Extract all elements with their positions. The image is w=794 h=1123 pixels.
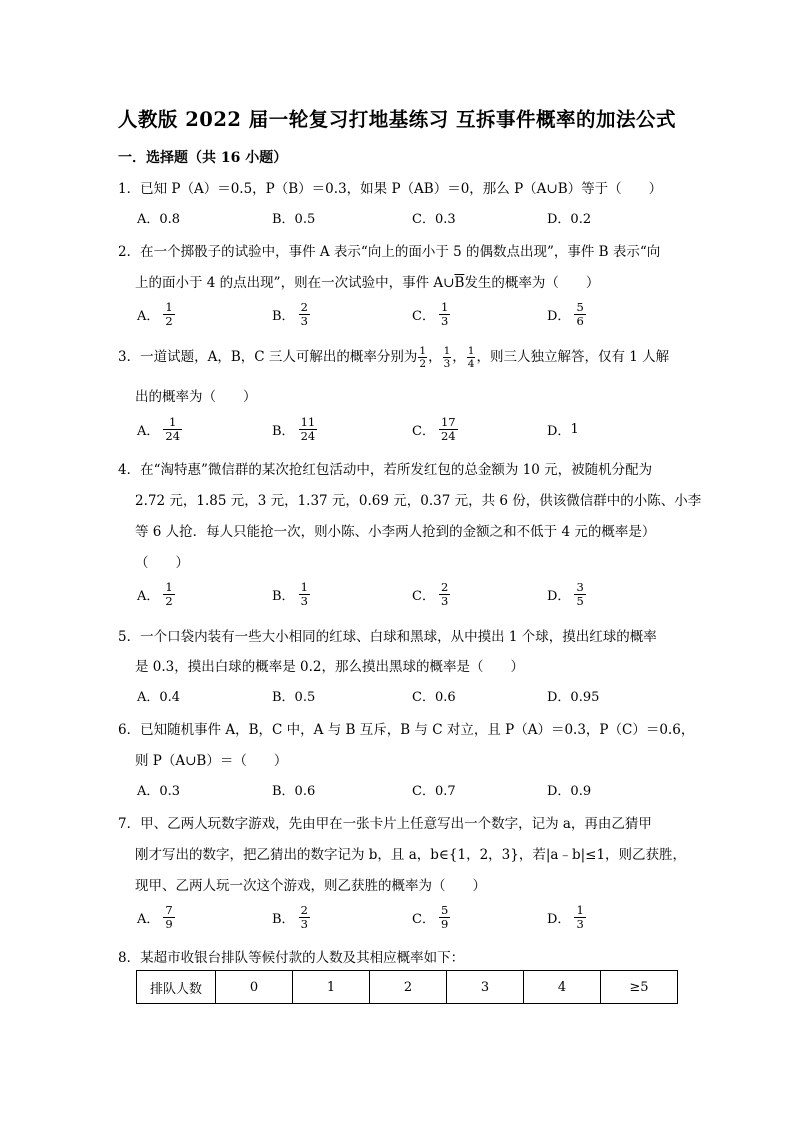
option-a: A．0.3 (137, 784, 181, 799)
section-heading: 一．选择题（共 16 小题） (118, 150, 288, 166)
option-d: D． $\frac{5}{6}$ (547, 299, 584, 328)
option-b: B．0.5 (272, 212, 316, 227)
option-d: D． $\frac{3}{5}$ (547, 579, 584, 608)
table-cell: 2 (370, 971, 447, 1004)
option-c: C．0.6 (412, 690, 456, 705)
question-4-stem-line-2: 2.72 元，1.85 元，3 元，1.37 元，0.69 元，0.37 元，共 6 份，供该微信群中的小陈、小李 (135, 493, 702, 509)
table-cell: 1 (293, 971, 370, 1004)
question-2-options (137, 296, 697, 332)
option-c: C．0.7 (412, 784, 456, 799)
option-c: C． $\frac{1}{3}$ (412, 299, 449, 328)
option-c: C． $\frac{2}{3}$ (412, 579, 449, 608)
question-2-stem-line-1: 2．在一个掷骰子的试验中，事件 A 表示“向上的面小于 5 的偶数点出现”，事件 B 表示“向 (118, 244, 661, 260)
option-b: B．0.6 (272, 784, 316, 799)
option-d: D．0.9 (547, 784, 592, 799)
complement-b: $\overline{B}$ (454, 275, 465, 291)
question-1-stem: 1．已知 P（A）＝0.5，P（B）＝0.3，如果 P（AB）＝0，那么 P（A∪B）等于（ ） (118, 181, 663, 197)
question-8-stem: 8．某超市收银台排队等候付款的人数及其相应概率如下： (118, 950, 465, 966)
table-cell: 4 (524, 971, 601, 1004)
option-a: A． $\frac{1}{2}$ (137, 299, 173, 328)
table-cell: 3 (447, 971, 524, 1004)
option-d: D． 1 (547, 421, 579, 439)
question-7-stem-line-1: 7．甲、乙两人玩数字游戏，先由甲在一张卡片上任意写出一个数字，记为 a，再由乙猜甲 (118, 816, 652, 832)
table-header-cell: 排队人数 (137, 971, 216, 1004)
option-a: A． $\frac{1}{2}$ (137, 579, 173, 608)
question-6-stem-line-1: 6．已知随机事件 A，B，C 中，A 与 B 互斥，B 与 C 对立，且 P（A）＝0.3，P（C）＝0.6， (118, 722, 695, 738)
option-b: B． $\frac{2}{3}$ (272, 299, 308, 328)
question-4-stem-line-3: 等 6 人抢．每人只能抢一次，则小陈、小李两人抢到的金额之和不低于 4 元的概率是） (135, 524, 656, 540)
option-d: D．0.95 (547, 690, 600, 705)
question-6-stem-line-2: 则 P（A∪B）＝（ ） (135, 753, 288, 769)
option-b: B． $\frac{1}{3}$ (272, 579, 308, 608)
option-c: C． $\frac{17}{24}$ (412, 414, 456, 443)
question-6-options (137, 774, 697, 810)
question-4-stem-line-1: 4．在“淘特惠”微信群的某次抢红包活动中，若所发红包的总金额为 10 元，被随机分配为 (118, 462, 653, 478)
question-7-options (137, 899, 697, 935)
queue-probability-table (136, 970, 678, 1004)
question-4-options (137, 576, 697, 612)
table-row (137, 971, 678, 1004)
option-a: A． $\frac{1}{24}$ (137, 414, 181, 443)
option-c: C．0.3 (412, 212, 456, 227)
option-d: D．0.2 (547, 212, 592, 227)
option-b: B． $\frac{11}{24}$ (272, 414, 316, 443)
option-a: A． $\frac{7}{9}$ (137, 902, 173, 931)
option-a: A．0.4 (137, 690, 181, 705)
question-5-stem-line-1: 5．一个口袋内装有一些大小相同的红球、白球和黑球，从中摸出 1 个球，摸出红球的概率 (118, 629, 657, 645)
page-title: 人教版 2022 届一轮复习打地基练习 互拆事件概率的加法公式 (117, 108, 677, 131)
question-2-stem-line-2: 上的面小于 4 的点出现”，则在一次试验中，事件 $A\cup\overline{B}$发生的概率为（ ） (135, 275, 600, 291)
option-b: B． $\frac{2}{3}$ (272, 902, 308, 931)
question-5-options (137, 680, 697, 716)
option-a: A．0.8 (137, 212, 181, 227)
option-d: D． $\frac{1}{3}$ (547, 902, 584, 931)
question-7-stem-line-2: 刚才写出的数字，把乙猜出的数字记为 b，且 a，b∈{1，2，3}，若|a﹣b|≤1，则乙获胜， (135, 847, 687, 863)
table-cell: ≥5 (601, 971, 678, 1004)
option-b: B．0.5 (272, 690, 316, 705)
question-5-stem-line-2: 是 0.3，摸出白球的概率是 0.2，那么摸出黑球的概率是（ ） (135, 659, 525, 675)
question-3-options (137, 411, 697, 447)
question-4-stem-line-4: （ ） (135, 555, 189, 571)
question-1-options (137, 202, 697, 238)
option-c: C． $\frac{5}{9}$ (412, 902, 449, 931)
question-7-stem-line-3: 现甲、乙两人玩一次这个游戏，则乙获胜的概率为（ ） (135, 878, 486, 894)
table-cell: 0 (216, 971, 293, 1004)
question-3-stem-line-1: 3．一道试题，A，B，C 三人可解出的概率分别为 $\frac{1}{2}$ ， $\frac{1}{3}$ ， $\frac{1}{4}$ ，则三人独立解答，仅有 1 人解 (118, 345, 670, 370)
question-3-stem-line-2: 出的概率为（ ） (135, 389, 257, 405)
